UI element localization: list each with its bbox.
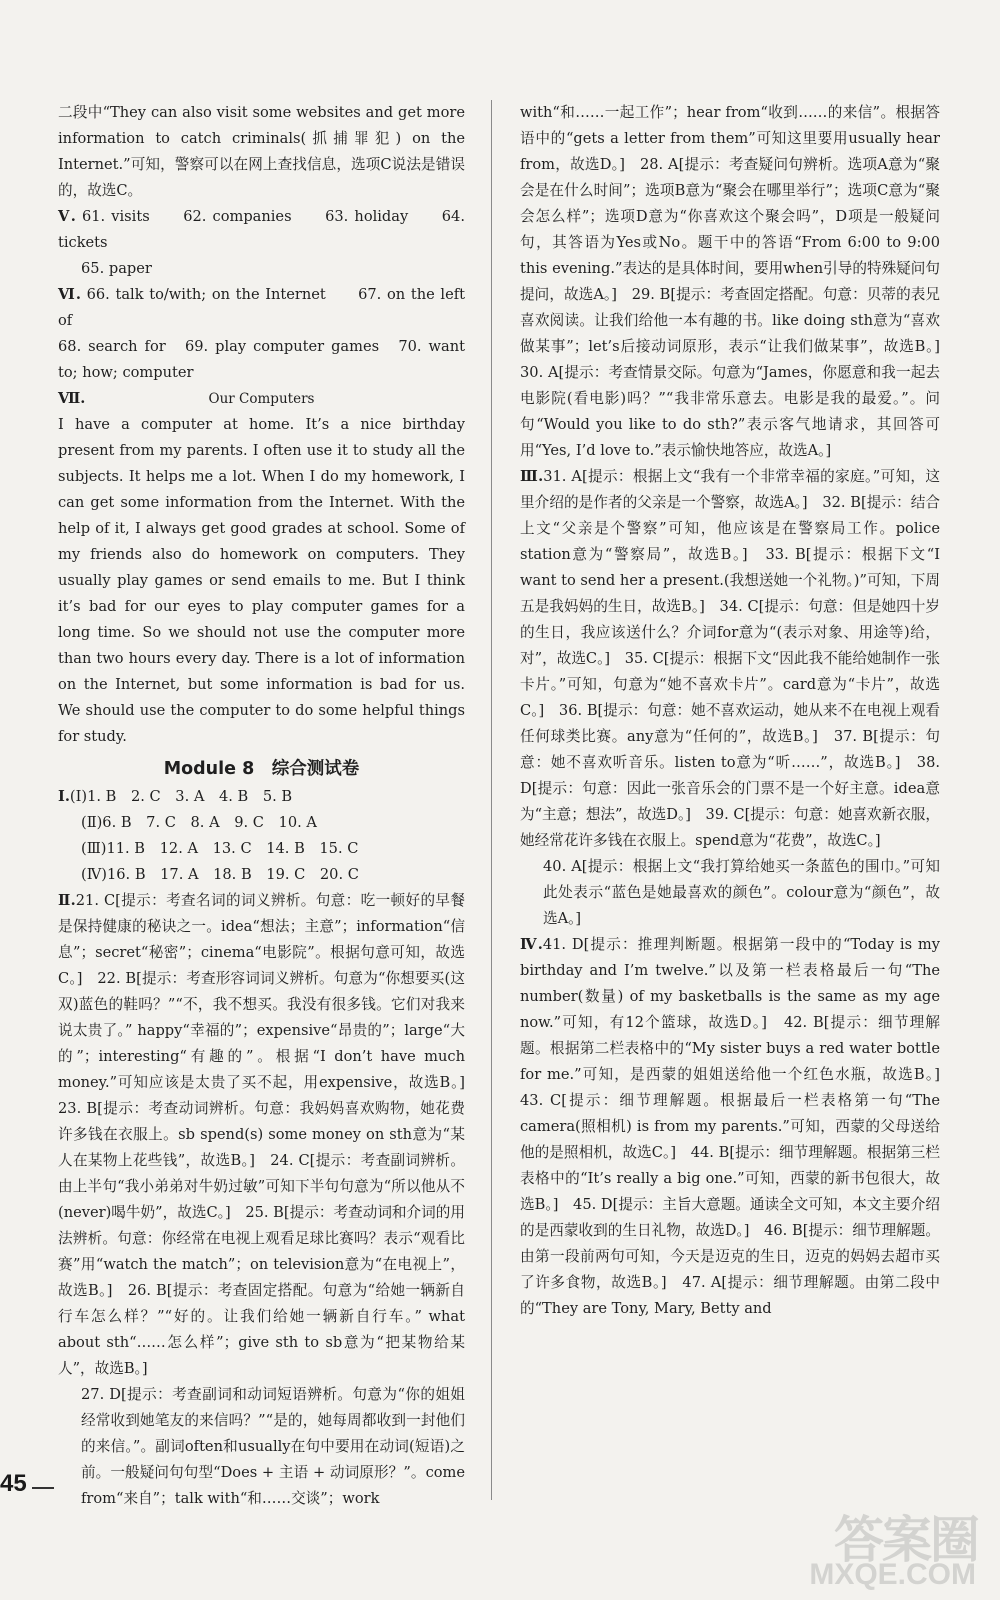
section-1-row-3: (Ⅲ)11. B 12. A 13. C 14. B 15. C: [81, 840, 359, 857]
section-5-line1: 61. visits 62. companies 63. holiday 64. tickets: [58, 208, 465, 251]
module-title: Module 8 综合测试卷: [163, 759, 360, 779]
section-3-text-2: 40. A[提示：根据上文“我打算给她买一条蓝色的围巾。”可知此处表示“蓝色是她最喜欢的颜色”。colour意为“颜色”，故选A。]: [543, 858, 940, 927]
paragraph-continued-right: with“和……一起工作”；hear from“收到……的来信”。根据答语中的“gets a letter from them”可知这里要用usually hear from，故选D。] 28. A[提示：考查疑问句辨析。选项A意为“聚会是在什么时间”；选项B意为“聚会在哪里举行”；选项C意为“聚会怎么样”；选项D意为“你喜欢这个聚会吗”，D项是一般疑问句，其答语为Yes或No。题干中的答语“From 6:00 to 9:00 this evening.”表达的是具体时间，要用when引导的特殊疑问句提问，故选A。] 29. B[提示：考查固定搭配。句意：贝蒂的表兄喜欢阅读。让我们给他一本有趣的书。like doing sth意为“喜欢做某事”；let’s后接动词原形，表示“让我们做某事”，故选B。] 30. A[提示：考查情景交际。句意为“James，你愿意和我一起去电影院(看电影)吗？”“我非常乐意去。电影是我的最爱。”。问句“Would you like to do sth?”表示客气地请求，其回答可用“Yes, I’d love to.”表示愉快地答应，故选A。]: [520, 104, 955, 459]
section-7-numeral: Ⅶ.: [58, 390, 86, 407]
section-4-numeral: Ⅳ.: [520, 936, 543, 953]
section-3-numeral: Ⅲ.: [520, 468, 544, 485]
page-number: 45: [0, 1470, 27, 1497]
section-2: [58, 888, 480, 1382]
column-divider: [491, 100, 492, 1500]
section-3: [520, 464, 940, 854]
section-2-text: 21. C[提示：考查名词的词义辨析。句意：吃一顿好的早餐是保持健康的秘诀之一。idea“想法；主意”；information“信息”；secret“秘密”；cinema“电影院”。根据句意可知，故选C。] 22. B[提示：考查形容词词义辨析。句意为“你想要买(这双)蓝色的鞋吗？”“不，我不想买。我没有很多钱。它们对我来说太贵了。” happy“幸福的”；expensive“昂贵的”；large“大的”；interesting“有趣的”。根据“I don’t have much money.”可知应该是太贵了买不起，用expensive，故选B。] 23. B[提示：考查动词辨析。句意：我妈妈喜欢购物，她花费许多钱在衣服上。sb spend(s) some money on sth意为“某人在某物上花些钱”，故选B。] 24. C[提示：考查副词辨析。由上半句“我小弟弟对牛奶过敏”可知下半句句意为“所以他从不(never)喝牛奶”，故选C。] 25. B[提示：考查动词和介词的用法辨析。句意：你经常在电视上观看足球比赛吗？表示“观看比赛”用“watch the match”；on television意为“在电视上”，故选B。] 26. B[提示：考查固定搭配。句意为“给她一辆新自行车怎么样？”“好的。让我们给她一辆新自行车。” what about sth“……怎么样”；give sth to sb意为“把某物给某人”，故选B。]: [58, 892, 480, 1377]
section-1-row-1: [58, 784, 465, 810]
section-3-text: 31. A[提示：根据上文“我有一个非常幸福的家庭。”可知，这里介绍的是作者的父亲是一个警察，故选A。] 32. B[提示：结合上文“父亲是个警察”可知，他应该是在警察局工作。police station意为“警察局”，故选B。] 33. B[提示：根据下文“I want to send her a present.(我想送她一个礼物。)”可知，下周五是我妈妈的生日，故选B。] 34. C[提示：句意：但是她四十岁的生日，我应该送什么？介词for意为“(表示对象、用途等)给，对”，故选C。] 35. C[提示：根据下文“因此我不能给她制作一张卡片。”可知，句意为“她不喜欢卡片”。card意为“卡片”，故选C。] 36. B[提示：句意：她不喜欢运动，她从来不在电视上观看任何球类比赛。any意为“任何的”，故选B。] 37. B[提示：句意：她不喜欢听音乐。listen to意为“听……”，故选B。] 38. D[提示：句意：因此一张音乐会的门票不是一个好主意。idea意为“主意；想法”，故选D。] 39. C[提示：句意：她喜欢新衣服，她经常花许多钱在衣服上。spend意为“花费”，故选C。]: [520, 468, 940, 849]
watermark-text: 答案圈: [834, 1511, 978, 1569]
section-6-numeral: Ⅵ.: [58, 286, 81, 303]
left-column: [58, 100, 480, 1512]
section-1-row-2: (Ⅱ)6. B 7. C 8. A 9. C 10. A: [81, 814, 317, 831]
section-5-line2: 65. paper: [81, 260, 152, 277]
section-5: [58, 204, 465, 256]
essay-title: Our Computers: [208, 391, 315, 407]
section-2-numeral: Ⅱ.: [58, 892, 76, 909]
section-1-numeral: Ⅰ.: [58, 788, 70, 805]
section-4-text: 41. D[提示：推理判断题。根据第一段中的“Today is my birthday and I’m twelve.”以及第一栏表格最后一句“The number(数量) of my basketballs is the same as my age now.”可知，有12个篮球，故选D。] 42. B[提示：细节理解题。根据第二栏表格中的“My sister buys a red water bottle for me.”可知，是西蒙的姐姐送给他一个红色水瓶，故选B。] 43. C[提示：细节理解题。根据最后一栏表格第一句“The camera(照相机) is from my parents.”可知，西蒙的父母送给他的是照相机，故选C。] 44. B[提示：细节理解题。根据第三栏表格中的“It’s really a big one.”可知，西蒙的新书包很大，故选B。] 45. D[提示：主旨大意题。通读全文可知，本文主要介绍的是西蒙收到的生日礼物，故选D。] 46. B[提示：细节理解题。由第一段前两句可知，今天是迈克的生日，迈克的妈妈去超市买了许多食物，故选B。] 47. A[提示：细节理解题。由第二段中的“They are Tony, Mary, Betty and: [520, 936, 955, 1317]
section-4: [520, 932, 955, 1322]
section-6-line2: 68. search for 69. play computer games 70. want to; how; computer: [58, 338, 465, 381]
section-5-numeral: Ⅴ.: [58, 208, 76, 225]
section-2-text-2: 27. D[提示：考查副词和动词短语辨析。句意为“你的姐姐经常收到她笔友的来信吗？”“是的，她每周都收到一封他们的来信。”。副词often和usually在句中要用在动词(短语)之前。一般疑问句句型“Does + 主语 + 动词原形？”。come from“来自”；talk with“和……交谈”；work: [81, 1386, 465, 1507]
paragraph-continued: 二段中“They can also visit some websites and get more information to catch criminals(抓捕罪犯) on the Internet.”可知，警察可以在网上查找信息，选项C说法是错误的，故选C。: [58, 104, 465, 199]
section-1-row-4: (Ⅳ)16. B 17. A 18. B 19. C 20. C: [81, 866, 359, 883]
right-column: [520, 100, 955, 1322]
watermark-logo: [802, 1500, 982, 1592]
section-6-line1: 66. talk to/with; on the Internet 67. on the left of: [58, 286, 465, 329]
section-1-answers-1: (Ⅰ)1. B 2. C 3. A 4. B 5. B: [69, 788, 293, 805]
essay-body: I have a computer at home. It’s a nice birthday present from my parents. I often use it to study all the subjects. It helps me a lot. When I do my homework, I can get some information from the Internet. With the help of it, I always get good grades at school. Some of my friends also do homework on computers. They usually play games or send emails to me. But I think it’s bad for our eyes to play computer games for a long time. So we should not use the computer more than two hours every day. There is a lot of information on the Internet, but some information is bad for us. We should use the computer to do some helpful things for study.: [58, 416, 465, 745]
page-number-dash: [32, 1487, 54, 1489]
section-6: [58, 282, 465, 334]
watermark-url: MXQE.COM: [809, 1558, 976, 1591]
